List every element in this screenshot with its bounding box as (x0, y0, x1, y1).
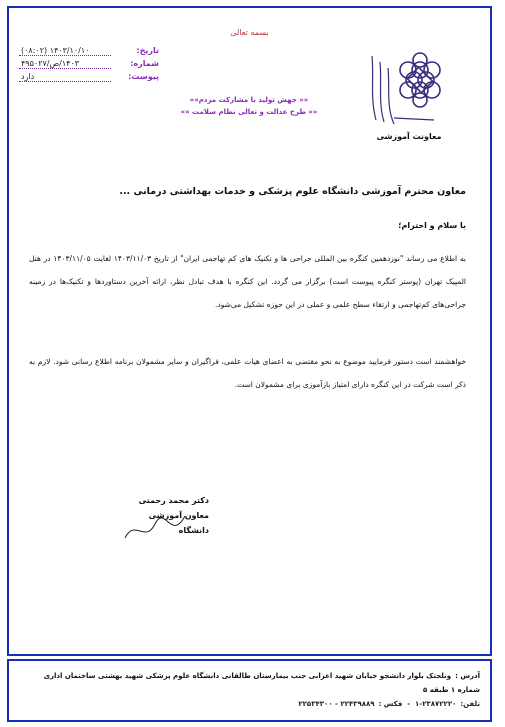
attachment-label: پیوست: (128, 72, 159, 81)
slogan-2: «« طرح عدالت و تعالی نظام سلامت »» (180, 108, 318, 116)
addressee: معاون محترم آموزشی دانشگاه علوم پزشکی و خدمات بهداشتی درمانی ... (119, 186, 466, 197)
footer (7, 659, 492, 722)
letter-meta (19, 46, 159, 85)
fax-value: ۲۲۴۳۹۸۸۹ - ۲۲۵۳۴۳۰۰ (298, 700, 375, 708)
attachment-row (19, 72, 159, 82)
university-logo-icon (364, 48, 442, 128)
address-text: ونلجتک بلوار دانشجو خیابان شهید اعرابی جنب بیمارستان طالقانی دانشگاه علوم پزشکی شهید بهشتی ساختمان اداری شماره ۱ طبقه ۵ (43, 672, 480, 694)
date-value: ۱۴۰۳/۱۰/۱۰ (۰۸:۰۲) (19, 46, 111, 56)
greeting: با سلام و احترام؛ (398, 221, 466, 230)
date-row (19, 46, 159, 56)
address-label: آدرس : (455, 672, 480, 680)
slogan-1: «« جهش تولید با مشارکت مردم»» (189, 96, 309, 104)
signature-scribble (121, 508, 191, 548)
body-paragraph-2: خواهشمند است دستور فرمایید موضوع به نحو مقتضی به اعضای هیات علمی، فراگیران و سایر مشمولان برنامه اطلاع رسانی شود. لازم به ذکر است شرکت در این کنگره دارای امتیاز بازآموزی برای مشمولان است. (29, 357, 466, 389)
number-label: شماره: (130, 59, 159, 68)
body-paragraph-1: به اطلاع می رساند "نوزدهمین کنگره بین المللی جراحی ها و تکنیک های کم تهاجمی ایران" از تاریخ ۱۴۰۳/۱۱/۰۳ لغایت ۱۴۰۳/۱۱/۰۵ در هتل المپیک تهران (پوستر کنگره پیوست است) برگزار می گردد. این کنگره با هدف تبادل نظر، ارائه آخرین دستاوردها و تکنیک‌ها در زمینه جراحی‌های کم‌تهاجمی و ارتقاء سطح علمی و عملی در این حوزه تشکیل می‌شود. (29, 254, 466, 309)
number-row (19, 59, 159, 69)
letter-frame (7, 6, 492, 656)
department-name: معاونت آموزشی (376, 132, 442, 141)
number-value: ۱۴۰۳/ص/۴۹۵۰۲۷ (19, 59, 111, 69)
phone-label: تلفن: (460, 700, 480, 708)
date-label: تاریخ: (136, 46, 159, 55)
fax-label: فکس : (378, 700, 403, 708)
attachment-value: دارد (19, 72, 111, 82)
signer-name: دکتر محمد رحمتی (138, 496, 209, 505)
bismillah: بسمه تعالی (230, 28, 269, 37)
phone-value: ۲۳۸۷۲۲۲۰-۱ (415, 700, 457, 708)
footer-address: آدرس :ونلجتک بلوار دانشجو خیابان شهید اعرابی جنب بیمارستان طالقانی دانشگاه علوم پزشکی شهید بهشتی ساختمان اداری شماره ۱ طبقه ۵ تلفن:۲۳۸۷۲۲۲۰-۱ - فکس :۲۲۴۳۹۸۸۹ - ۲۲۵۳۴۳۰۰ (43, 672, 480, 708)
signer-title: معاون آموزشی دانشگاه (148, 511, 209, 535)
